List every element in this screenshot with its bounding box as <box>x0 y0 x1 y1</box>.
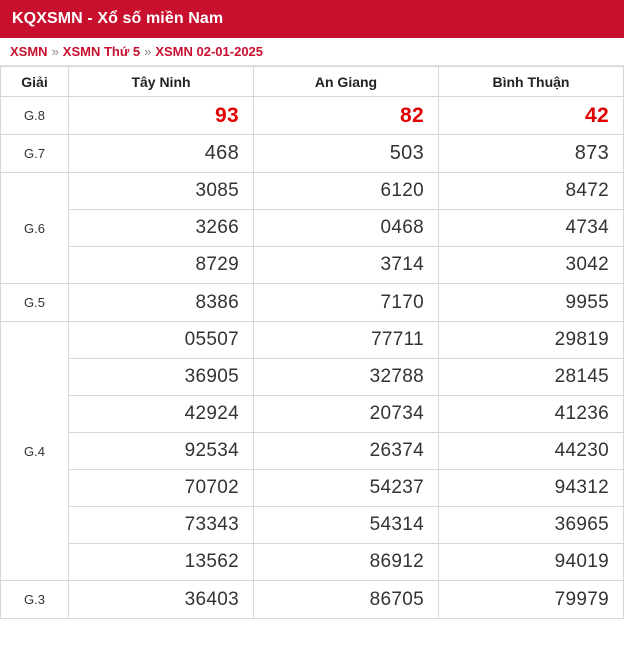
table-head <box>1 67 624 97</box>
breadcrumb <box>0 38 624 66</box>
table-row <box>1 433 624 470</box>
table-header-row <box>1 67 624 97</box>
table-body <box>1 97 624 619</box>
result-number: 3042 <box>439 247 624 284</box>
table-row <box>1 97 624 135</box>
prize-label: G.8 <box>1 97 69 135</box>
result-number: 7170 <box>254 284 439 322</box>
result-number: 4734 <box>439 210 624 247</box>
column-header-binh-thuan: Bình Thuận <box>439 67 624 97</box>
result-number: 86705 <box>254 581 439 619</box>
result-number: 79979 <box>439 581 624 619</box>
column-header-an-giang: An Giang <box>254 67 439 97</box>
result-number: 20734 <box>254 396 439 433</box>
table-row <box>1 581 624 619</box>
prize-label: G.3 <box>1 581 69 619</box>
result-number: 8729 <box>69 247 254 284</box>
result-number: 873 <box>439 135 624 173</box>
table-row <box>1 544 624 581</box>
result-number: 54314 <box>254 507 439 544</box>
result-number: 94019 <box>439 544 624 581</box>
table-row <box>1 135 624 173</box>
result-number: 13562 <box>69 544 254 581</box>
result-number: 42 <box>439 97 624 135</box>
breadcrumb-item-weekday[interactable]: XSMN Thứ 5 <box>62 44 141 59</box>
result-number: 44230 <box>439 433 624 470</box>
table-row <box>1 396 624 433</box>
result-number: 36403 <box>69 581 254 619</box>
prize-label: G.7 <box>1 135 69 173</box>
result-number: 6120 <box>254 173 439 210</box>
prize-label: G.4 <box>1 322 69 581</box>
page-header <box>0 0 624 38</box>
result-number: 8472 <box>439 173 624 210</box>
result-number: 54237 <box>254 470 439 507</box>
result-number: 3714 <box>254 247 439 284</box>
result-number: 32788 <box>254 359 439 396</box>
column-header-prize: Giải <box>1 67 69 97</box>
table-row <box>1 470 624 507</box>
prize-label: G.5 <box>1 284 69 322</box>
breadcrumb-item-xsmn[interactable]: XSMN <box>10 44 48 59</box>
result-number: 468 <box>69 135 254 173</box>
breadcrumb-separator: » <box>144 44 152 59</box>
result-number: 73343 <box>69 507 254 544</box>
result-number: 82 <box>254 97 439 135</box>
table-row <box>1 247 624 284</box>
table-row <box>1 322 624 359</box>
result-number: 29819 <box>439 322 624 359</box>
result-number: 86912 <box>254 544 439 581</box>
result-number: 0468 <box>254 210 439 247</box>
result-number: 42924 <box>69 396 254 433</box>
table-row <box>1 284 624 322</box>
result-number: 503 <box>254 135 439 173</box>
result-number: 41236 <box>439 396 624 433</box>
table-row <box>1 507 624 544</box>
result-number: 3266 <box>69 210 254 247</box>
prize-label: G.6 <box>1 173 69 284</box>
result-number: 8386 <box>69 284 254 322</box>
result-number: 70702 <box>69 470 254 507</box>
result-number: 3085 <box>69 173 254 210</box>
result-number: 93 <box>69 97 254 135</box>
lottery-results-table <box>0 66 624 619</box>
result-number: 05507 <box>69 322 254 359</box>
result-number: 9955 <box>439 284 624 322</box>
result-number: 94312 <box>439 470 624 507</box>
table-row <box>1 173 624 210</box>
breadcrumb-item-date: XSMN 02-01-2025 <box>155 44 264 59</box>
breadcrumb-separator: » <box>51 44 59 59</box>
table-row <box>1 210 624 247</box>
column-header-tay-ninh: Tây Ninh <box>69 67 254 97</box>
result-number: 26374 <box>254 433 439 470</box>
page-title: KQXSMN - Xổ số miền Nam <box>12 10 224 27</box>
result-number: 28145 <box>439 359 624 396</box>
result-number: 36905 <box>69 359 254 396</box>
result-number: 92534 <box>69 433 254 470</box>
table-row <box>1 359 624 396</box>
result-number: 36965 <box>439 507 624 544</box>
result-number: 77711 <box>254 322 439 359</box>
